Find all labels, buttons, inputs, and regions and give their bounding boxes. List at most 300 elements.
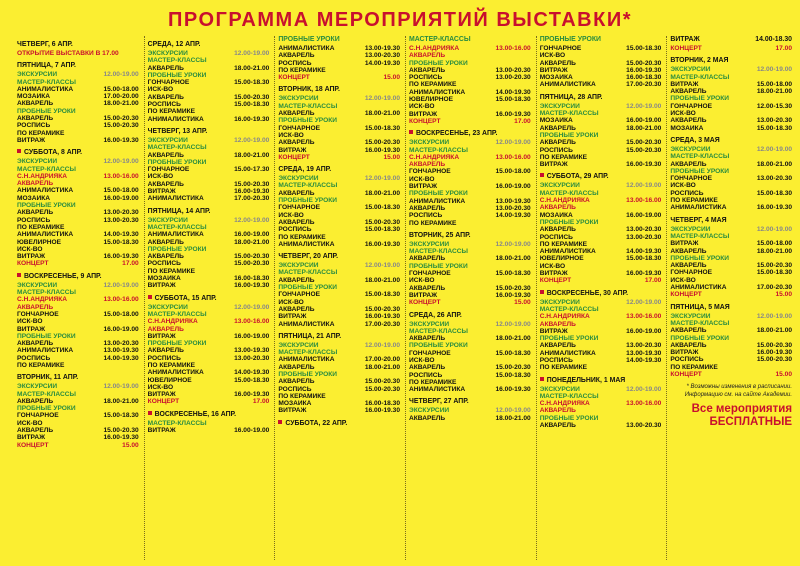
event-item — [540, 255, 662, 270]
event-title: АКВАРЕЛЬ — [17, 209, 54, 217]
event-item — [670, 327, 792, 334]
event-time: 18.00-21.00 — [626, 124, 662, 132]
category-label — [278, 284, 400, 291]
event-title: СУББОТА, 15 АПР. — [154, 294, 217, 302]
event-time: 15.00-20.30 — [364, 385, 401, 393]
event-title: МАСТЕР-КЛАССЫ — [147, 57, 207, 65]
event-title: РОСПИСЬ ПО КЕРАМИКЕ — [147, 101, 196, 116]
event-title: ГОНЧАРНОЕ ИСК-ВО — [278, 124, 320, 139]
category-label — [148, 159, 270, 166]
event-time: 15.00-18.30 — [495, 349, 531, 357]
event-title: ГОНЧАРНОЕ ИСК-ВО — [670, 175, 712, 190]
event-title: МАСТЕР-КЛАССЫ — [278, 102, 338, 110]
event-title: ПРОБНЫЕ УРОКИ — [278, 370, 338, 378]
event-title: РОСПИСЬ ПО КЕРАМИКЕ — [409, 371, 457, 386]
event-title: КОНЦЕРТ — [409, 299, 441, 307]
category-label — [409, 328, 531, 335]
event-title: РОСПИСЬ ПО КЕРАМИКЕ — [670, 356, 718, 371]
event-title: ПРОБНЫЕ УРОКИ — [409, 262, 468, 270]
event-item — [148, 94, 270, 101]
event-time: 15.00-20.30 — [234, 93, 270, 101]
category-label — [17, 289, 139, 296]
event-title: ЭКСКУРСИИ — [409, 240, 450, 248]
event-time: 15.00-20.30 — [364, 305, 401, 313]
event-time: 16.00-19.30 — [626, 270, 662, 278]
event-item — [670, 175, 792, 190]
event-title: КОНЦЕРТ — [147, 398, 180, 406]
category-label — [670, 95, 792, 102]
event-title: КОНЦЕРТ — [409, 117, 441, 125]
event-item — [278, 291, 400, 306]
event-item — [540, 226, 662, 233]
event-title: МАСТЕР-КЛАССЫ — [17, 390, 76, 398]
event-item — [17, 231, 139, 238]
event-title: АКВАРЕЛЬ — [409, 255, 446, 263]
event-title: АКВАРЕЛЬ — [539, 342, 576, 350]
event-title: С.Н.АНДРИЯКА АКВАРЕЛЬ — [539, 197, 590, 212]
event-item — [409, 89, 531, 96]
day-header — [409, 232, 531, 240]
event-item — [17, 253, 139, 260]
event-item — [540, 74, 662, 81]
event-time: 15.00-20.30 — [364, 378, 401, 386]
event-title: ВИТРАЖ — [147, 282, 176, 290]
event-title: МОЗАИКА — [147, 275, 181, 283]
event-title: ПРОБНЫЕ УРОКИ — [17, 107, 76, 115]
event-time: 17.00-20.30 — [234, 195, 270, 203]
event-title: ПРОБНЫЕ УРОКИ — [670, 95, 730, 103]
event-time: 16.00-19.30 — [234, 115, 270, 123]
event-title: ЮВЕЛИРНОЕ ИСК-ВО — [17, 238, 62, 253]
event-title: ЭКСКУРСИИ — [278, 262, 319, 270]
event-item — [17, 340, 139, 347]
event-title: ПРОБНЫЕ УРОКИ — [539, 36, 601, 43]
event-time: 15.00 — [514, 299, 531, 307]
event-title: МАСТЕР-КЛАССЫ — [147, 310, 207, 318]
event-item — [278, 125, 400, 140]
event-title: МАСТЕР-КЛАССЫ — [278, 269, 338, 277]
event-item — [670, 81, 792, 88]
event-time: 16.00-18.30 — [364, 400, 401, 408]
concert-item — [278, 74, 400, 81]
concert-item — [670, 45, 792, 52]
event-time: 12.00-19.00 — [234, 216, 270, 224]
category-label — [17, 79, 139, 86]
event-time: 12.00-19.00 — [756, 145, 793, 153]
day-header — [278, 86, 400, 94]
event-title: МАСТЕР-КЛАССЫ — [670, 232, 730, 240]
event-time: 15.00-18.30 — [103, 238, 139, 246]
event-time: 15.00-18.30 — [364, 226, 401, 234]
event-time: 15.00-20.30 — [756, 262, 793, 270]
event-time: 16.00-19.00 — [626, 117, 662, 125]
event-title: РОСПИСЬ ПО КЕРАМИКЕ — [147, 260, 196, 275]
event-time: 16.00-19.30 — [234, 282, 270, 290]
event-item — [17, 137, 139, 144]
event-title: ВОСКРЕСЕНЬЕ, 30 АПР. — [546, 289, 629, 297]
event-title: ПРОБНЫЕ УРОКИ — [539, 218, 599, 226]
event-title: СУББОТА, 22 АПР. — [285, 419, 348, 427]
concert-item — [17, 260, 139, 267]
event-item — [409, 168, 531, 183]
event-title: ПРОБНЫЕ УРОКИ — [147, 71, 207, 79]
event-time: 15.00-18.30 — [234, 101, 270, 109]
schedule-column-4 — [405, 36, 531, 560]
event-item — [409, 270, 531, 285]
event-time: 16.00-19.30 — [103, 434, 139, 442]
event-title: ЧЕТВЕРГ, 6 АПР. — [17, 41, 73, 48]
day-header — [409, 130, 531, 138]
event-title: ПРОБНЫЕ УРОКИ — [278, 197, 338, 205]
event-time: 13.00-20.30 — [495, 74, 531, 82]
event-title: АНИМАЛИСТИКА — [17, 347, 74, 355]
event-time: 15.00-18.00 — [103, 85, 139, 93]
event-item — [17, 311, 139, 326]
event-time: 13.00-20.30 — [756, 175, 793, 183]
event-title: АКВАРЕЛЬ — [670, 160, 707, 168]
event-title: АКВАРЕЛЬ — [147, 238, 184, 246]
event-title: ЧЕТВЕРГ, 20 АПР. — [278, 253, 339, 261]
event-time: 16.00-19.00 — [103, 325, 139, 333]
event-time: 13.00-19.30 — [495, 197, 531, 205]
event-item — [17, 122, 139, 137]
event-time: 12.00-19.00 — [626, 102, 662, 110]
event-title: АКВАРЕЛЬ — [539, 422, 576, 430]
event-item — [17, 398, 139, 405]
event-title: ЭКСКУРСИИ — [278, 175, 319, 183]
category-label — [17, 405, 139, 412]
event-item — [148, 152, 270, 159]
event-title: РОСПИСЬ ПО КЕРАМИКЕ — [409, 74, 457, 89]
event-title: ЭКСКУРСИИ — [539, 102, 580, 110]
event-title: МОЗАИКА — [539, 74, 573, 82]
square-bullet-icon — [409, 130, 413, 134]
event-title: ПРОБНЫЕ УРОКИ — [409, 342, 468, 350]
event-item — [17, 115, 139, 122]
event-title: РОСПИСЬ ПО КЕРАМИКЕ — [17, 354, 65, 369]
event-title: ВИТРАЖ — [17, 253, 46, 261]
event-title: АКВАРЕЛЬ — [147, 180, 184, 188]
event-item — [278, 110, 400, 117]
event-item — [17, 355, 139, 370]
category-label — [278, 269, 400, 276]
event-title: ВИТРАЖ — [409, 110, 438, 118]
event-time: 12.00-19.00 — [103, 71, 139, 79]
square-bullet-icon — [148, 411, 152, 415]
event-title: РОСПИСЬ ПО КЕРАМИКЕ — [670, 189, 718, 205]
day-header — [670, 137, 792, 145]
event-title: МАСТЕР-КЛАССЫ — [17, 165, 76, 173]
event-time: 13.00-20.30 — [626, 342, 662, 350]
category-label — [148, 217, 270, 224]
event-title: МАСТЕР-КЛАССЫ — [17, 78, 76, 86]
event-item — [148, 260, 270, 275]
event-title: ВТОРНИК, 25 АПР. — [409, 231, 471, 239]
event-time: 16.00-19.30 — [626, 161, 662, 169]
event-title: МОЗАИКА — [670, 124, 704, 132]
event-time: 15.00-18.00 — [756, 80, 793, 88]
event-title: ЧЕТВЕРГ, 13 АПР. — [147, 127, 208, 135]
event-item — [278, 313, 400, 320]
event-title: АКВАРЕЛЬ — [17, 115, 54, 123]
event-time: 16.00-19.30 — [626, 66, 662, 74]
event-title: ВИТРАЖ — [670, 80, 699, 88]
event-item — [17, 195, 139, 202]
event-time: 14.00-19.30 — [364, 59, 401, 67]
event-time: 15.00-18.30 — [234, 79, 270, 87]
event-time: 15.00-18.30 — [626, 255, 662, 263]
event-title: ГОНЧАРНОЕ ИСК-ВО — [409, 168, 451, 183]
footnote: * Возможны изменения в расписании. Информацию см. на сайте Академии. — [684, 384, 793, 398]
event-time: 14.00-19.30 — [626, 356, 662, 364]
event-title: СРЕДА, 19 АПР. — [278, 166, 332, 174]
event-time: 12.00-19.00 — [103, 158, 139, 166]
event-time: 12.00-19.00 — [626, 385, 662, 393]
category-label — [540, 219, 662, 226]
event-time: 17.00-20.00 — [103, 93, 139, 101]
event-time: 12.00-19.00 — [364, 175, 401, 183]
category-label — [409, 147, 531, 154]
category-label — [670, 226, 792, 233]
event-title: СРЕДА, 12 АПР. — [147, 41, 201, 48]
category-label — [148, 340, 270, 347]
event-item — [278, 139, 400, 146]
event-title: АКВАРЕЛЬ — [278, 52, 315, 60]
event-title: ВИТРАЖ — [670, 240, 699, 248]
category-label — [278, 371, 400, 378]
event-time: 16.00-19.30 — [364, 313, 401, 321]
event-item — [17, 50, 139, 57]
category-label — [278, 349, 400, 356]
category-label — [278, 117, 400, 124]
event-time: 13.00-20.30 — [103, 209, 139, 217]
event-title: ВИТРАЖ — [147, 188, 176, 196]
event-title: ВИТРАЖ — [17, 136, 46, 144]
event-title: РОСПИСЬ ПО КЕРАМИКЕ — [278, 385, 326, 400]
category-label — [670, 66, 792, 73]
event-title: РОСПИСЬ ПО КЕРАМИКЕ — [17, 216, 65, 231]
event-title: АКВАРЕЛЬ — [670, 262, 707, 270]
event-item — [540, 313, 662, 328]
event-title: ЭКСКУРСИИ — [147, 50, 188, 57]
day-header — [670, 36, 792, 44]
event-time: 15.00-20.30 — [364, 139, 401, 147]
event-title: РОСПИСЬ ПО КЕРАМИКЕ — [278, 59, 326, 74]
event-item — [540, 67, 662, 74]
event-title: ВИТРАЖ — [670, 349, 699, 357]
event-title: ЭКСКУРСИИ — [539, 298, 580, 306]
event-time: 15.00-18.30 — [495, 270, 531, 278]
event-title: ЭКСКУРСИИ — [409, 407, 450, 415]
event-time: 16.00-19.30 — [103, 253, 139, 261]
category-label — [17, 391, 139, 398]
event-time: 16.00-19.30 — [495, 110, 531, 118]
event-time: 13.00-20.30 — [103, 216, 139, 224]
event-time: 18.00-21.00 — [103, 397, 139, 405]
category-label — [540, 132, 662, 139]
event-title: РОСПИСЬ ПО КЕРАМИКЕ — [278, 226, 326, 241]
schedule-column-2 — [144, 36, 270, 560]
event-time: 13.00-20.30 — [626, 226, 662, 234]
category-label — [278, 262, 400, 269]
event-title: МАСТЕР-КЛАССЫ — [278, 349, 338, 357]
event-time: 13.00-16.00 — [103, 296, 139, 304]
event-time: 17.00-20.30 — [626, 81, 662, 89]
event-title: ПЯТНИЦА, 5 МАЯ — [670, 303, 730, 311]
event-time: 15.00-18.30 — [756, 269, 793, 277]
event-item — [278, 204, 400, 219]
event-time: 17.00-20.30 — [364, 320, 401, 328]
event-item — [540, 342, 662, 349]
event-title: ВИТРАЖ — [278, 407, 307, 415]
event-time: 15.00-18.30 — [364, 204, 401, 212]
event-title: ВИТРАЖ — [539, 161, 568, 169]
event-title: МАСТЕР-КЛАССЫ — [147, 223, 207, 231]
event-title: МАСТЕР-КЛАССЫ — [409, 327, 468, 335]
event-item — [670, 356, 792, 371]
event-title: ПРОБНЫЕ УРОКИ — [147, 340, 207, 348]
day-header — [278, 36, 400, 44]
event-item — [278, 45, 400, 52]
event-item — [278, 407, 400, 414]
event-title: ВИТРАЖ — [147, 427, 176, 435]
event-title: МАСТЕР-КЛАССЫ — [539, 305, 599, 313]
category-label — [540, 182, 662, 189]
event-title: ЧЕТВЕРГ, 27 АПР. — [409, 398, 469, 406]
event-item — [148, 333, 270, 340]
event-time: 16.00-19.30 — [495, 291, 531, 299]
event-time: 16.00-19.00 — [103, 194, 139, 202]
concert-item — [670, 371, 792, 378]
event-title: ПРОБНЫЕ УРОКИ — [17, 332, 76, 340]
event-title: АНИМАЛИСТИКА — [278, 240, 335, 248]
square-bullet-icon — [540, 377, 544, 381]
event-title: АКВАРЕЛЬ — [278, 276, 315, 284]
event-time: 12.00-19.00 — [103, 281, 139, 289]
category-label — [17, 282, 139, 289]
category-label — [148, 311, 270, 318]
day-header — [148, 41, 270, 49]
event-time: 15.00-18.30 — [495, 371, 531, 379]
event-title: ЭКСКУРСИИ — [147, 216, 188, 224]
event-item — [148, 116, 270, 123]
event-title: ГОНЧАРНОЕ ИСК-ВО — [409, 270, 451, 285]
event-time: 14.00-19.30 — [626, 248, 662, 256]
event-item — [409, 205, 531, 212]
event-title: КОНЦЕРТ — [278, 74, 310, 82]
event-time: 17.00 — [514, 117, 531, 125]
event-title: АКВАРЕЛЬ — [278, 363, 315, 371]
event-title: АНИМАЛИСТИКА — [539, 248, 596, 256]
event-title: АНИМАЛИСТИКА — [409, 88, 466, 96]
event-title: АКВАРЕЛЬ — [670, 247, 707, 255]
event-title: АНИМАЛИСТИКА — [539, 81, 596, 89]
event-time: 13.00-20.30 — [495, 66, 531, 74]
event-item — [670, 342, 792, 349]
event-time: 13.00-19.30 — [103, 347, 139, 355]
event-time: 12.00-19.00 — [495, 407, 531, 415]
event-time: 12.00-19.00 — [234, 50, 270, 57]
concert-item — [540, 277, 662, 284]
day-header — [17, 41, 139, 49]
event-item — [540, 400, 662, 415]
event-item — [409, 386, 531, 393]
event-title: ЭКСКУРСИИ — [17, 158, 58, 166]
category-label — [670, 233, 792, 240]
event-item — [17, 412, 139, 427]
event-title: АКВАРЕЛЬ — [17, 340, 54, 348]
event-title: ЭКСКУРСИИ — [278, 341, 319, 349]
event-time: 12.00-19.00 — [495, 139, 531, 147]
event-title: АНИМАЛИСТИКА — [147, 231, 204, 239]
event-title: ВИТРАЖ — [17, 325, 46, 333]
event-item — [409, 292, 531, 299]
event-title: АНИМАЛИСТИКА — [409, 197, 466, 205]
event-time: 13.00-16.00 — [103, 172, 139, 180]
event-item — [409, 74, 531, 89]
event-title: РОСПИСЬ ПО КЕРАМИКЕ — [539, 356, 588, 372]
event-time: 16.00-19.30 — [103, 136, 139, 144]
day-header — [148, 208, 270, 216]
event-time: 18.00-21.00 — [364, 363, 401, 371]
event-time: 15.00-18.30 — [495, 96, 531, 104]
event-title: ПРОБНЫЕ УРОКИ — [670, 334, 730, 342]
event-item — [148, 181, 270, 188]
event-time: 16.00-19.00 — [234, 231, 270, 239]
event-title: С.Н.АНДРИЯКА АКВАРЕЛЬ — [409, 45, 460, 60]
category-label — [278, 103, 400, 110]
event-title: ВИТРАЖ — [670, 36, 700, 43]
event-item — [409, 372, 531, 387]
event-time: 15.00-20.30 — [756, 341, 793, 349]
category-label — [670, 335, 792, 342]
event-item — [540, 60, 662, 67]
category-label — [540, 299, 662, 306]
event-title: АНИМАЛИСТИКА — [147, 115, 204, 123]
event-title: СУББОТА, 29 АПР. — [546, 173, 609, 181]
event-item — [670, 117, 792, 124]
event-title: МОЗАИКА — [539, 117, 573, 125]
event-title: СУББОТА, 8 АПР. — [24, 149, 83, 157]
concert-item — [670, 291, 792, 298]
category-label — [409, 241, 531, 248]
event-time: 17.00-20.00 — [364, 356, 401, 364]
event-time: 15.00-18.30 — [626, 45, 662, 52]
event-time: 13.00-16.00 — [626, 313, 662, 321]
category-label — [148, 304, 270, 311]
event-title: ПЯТНИЦА, 21 АПР. — [278, 332, 342, 340]
event-title: СРЕДА, 26 АПР. — [409, 311, 462, 319]
event-title: ПРОБНЫЕ УРОКИ — [670, 167, 730, 175]
category-label — [148, 137, 270, 144]
event-title: МАСТЕР-КЛАССЫ — [409, 146, 468, 154]
event-title: ПРОБНЫЕ УРОКИ — [409, 190, 468, 198]
event-title: КОНЦЕРТ — [17, 260, 49, 268]
event-title: АКВАРЕЛЬ — [17, 100, 54, 108]
event-title: ЭКСКУРСИИ — [147, 136, 188, 144]
event-title: ГОНЧАРНОЕ ИСК-ВО — [539, 45, 582, 60]
event-title: ВИТРАЖ — [278, 146, 307, 154]
category-label — [540, 393, 662, 400]
event-time: 15.00 — [122, 441, 139, 449]
event-item — [278, 60, 400, 75]
square-bullet-icon — [148, 295, 152, 299]
category-label — [17, 166, 139, 173]
concert-item — [409, 299, 531, 306]
event-item — [148, 369, 270, 376]
event-time: 17.00 — [252, 398, 270, 406]
event-title: МАСТЕР-КЛАССЫ — [670, 73, 730, 81]
